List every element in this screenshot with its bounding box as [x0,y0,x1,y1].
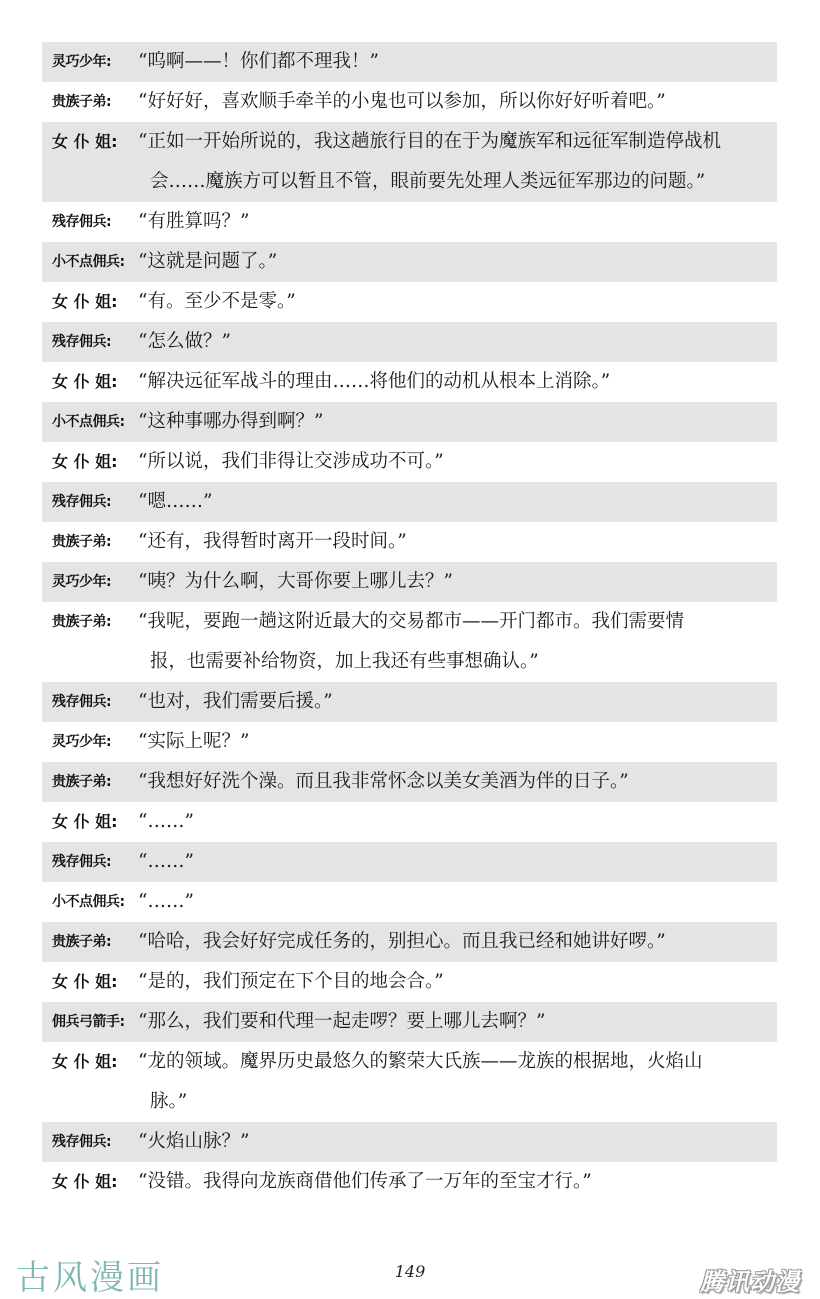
dialogue-line: “有胜算吗？” [138,211,250,232]
speaker-name: 残存佣兵: [52,214,112,230]
dialogue-line: “……” [138,811,194,832]
dialogue-row [42,1162,777,1202]
dialogue-line: 报，也需要补给物资，加上我还有些事想确认。” [150,651,539,672]
dialogue-line: “正如一开始所说的，我这趟旅行目的在于为魔族军和远征军制造停战机 [138,131,721,152]
dialogue-row [42,1002,777,1042]
speaker-name: 贵族子弟: [52,934,112,950]
speaker-name: 灵巧少年: [52,54,112,70]
dialogue-text [138,482,777,522]
dialogue-text [138,882,777,922]
dialogue-line: “这就是问题了。” [138,251,278,272]
dialogue-line: “嗯……” [138,491,213,512]
speaker-name: 贵族子弟: [52,534,112,550]
dialogue-line: “……” [138,891,194,912]
dialogue-line: “所以说，我们非得让交涉成功不可。” [138,451,444,472]
dialogue-text [138,402,777,442]
dialogue-row [42,962,777,1002]
dialogue-line: “火焰山脉？” [138,1131,250,1152]
speaker-name: 灵巧少年: [52,574,112,590]
speaker-name: 小不点佣兵: [52,254,125,270]
speaker-name: 女 仆 姐: [52,1172,118,1191]
dialogue-text [138,762,777,802]
dialogue-text [138,82,777,122]
dialogue-text [138,682,777,722]
dialogue-line: “那么，我们要和代理一起走啰？要上哪儿去啊？” [138,1011,546,1032]
dialogue-text [138,1042,777,1122]
dialogue-text [138,362,777,402]
dialogue-row [42,442,777,482]
dialogue-row [42,402,777,442]
speaker-name: 残存佣兵: [52,1134,112,1150]
dialogue-row [42,82,777,122]
dialogue-row [42,322,777,362]
speaker-name: 残存佣兵: [52,694,112,710]
dialogue-row [42,842,777,882]
speaker-name: 残存佣兵: [52,494,112,510]
dialogue-text [138,922,777,962]
dialogue-line: 脉。” [150,1091,188,1112]
dialogue-row [42,202,777,242]
speaker-name: 贵族子弟: [52,94,112,110]
dialogue-line: “好好好，喜欢顺手牵羊的小鬼也可以参加，所以你好好听着吧。” [138,91,666,112]
dialogue-text [138,122,777,202]
dialogue-text [138,282,777,322]
dialogue-line: “没错。我得向龙族商借他们传承了一万年的至宝才行。” [138,1171,592,1192]
watermark-logo-right: 腾讯动漫 [700,1268,800,1296]
watermark-logo-left: 古风漫画 [16,1258,164,1298]
dialogue-row [42,522,777,562]
speaker-name: 贵族子弟: [52,614,112,630]
dialogue-line: “咦？为什么啊，大哥你要上哪儿去？” [138,571,453,592]
dialogue-line: “解决远征军战斗的理由……将他们的动机从根本上消除。” [138,371,611,392]
dialogue-text [138,1162,777,1202]
dialogue-line: “也对，我们需要后援。” [138,691,333,712]
dialogue-row [42,722,777,762]
dialogue-text [138,562,777,602]
dialogue-line: “我呢，要跑一趟这附近最大的交易都市——开门都市。我们需要情 [138,611,684,632]
dialogue-line: “怎么做？” [138,331,231,352]
speaker-name: 女 仆 姐: [52,452,118,471]
dialogue-text [138,522,777,562]
dialogue-text [138,842,777,882]
speaker-name: 残存佣兵: [52,334,112,350]
dialogue-line: “这种事哪办得到啊？” [138,411,324,432]
dialogue-row [42,802,777,842]
dialogue-line: “有。至少不是零。” [138,291,296,312]
dialogue-row [42,1042,777,1122]
dialogue-row [42,482,777,522]
dialogue-row [42,762,777,802]
dialogue-row [42,122,777,202]
speaker-name: 残存佣兵: [52,854,112,870]
page-number: 149 [394,1262,426,1281]
dialogue-row [42,882,777,922]
speaker-name: 女 仆 姐: [52,1052,118,1071]
dialogue-row [42,282,777,322]
dialogue-text [138,602,777,682]
speaker-name: 小不点佣兵: [52,414,125,430]
speaker-name: 女 仆 姐: [52,292,118,311]
dialogue-line: “实际上呢？” [138,731,250,752]
dialogue-text [138,962,777,1002]
dialogue-row [42,922,777,962]
dialogue-row [42,242,777,282]
dialogue-row [42,562,777,602]
dialogue-row [42,362,777,402]
speaker-name: 小不点佣兵: [52,894,125,910]
dialogue-text [138,202,777,242]
dialogue-line: “我想好好洗个澡。而且我非常怀念以美女美酒为伴的日子。” [138,771,629,792]
dialogue-row [42,602,777,682]
dialogue-line: “呜啊——！你们都不理我！” [138,51,379,72]
dialogue-list [42,42,777,1202]
dialogue-text [138,42,777,82]
speaker-name: 女 仆 姐: [52,972,118,991]
dialogue-line: “是的，我们预定在下个目的地会合。” [138,971,444,992]
speaker-name: 佣兵弓箭手: [52,1014,125,1030]
dialogue-line: “还有，我得暂时离开一段时间。” [138,531,407,552]
dialogue-row [42,42,777,82]
dialogue-text [138,1122,777,1162]
dialogue-text [138,722,777,762]
dialogue-line: “……” [138,851,194,872]
dialogue-text [138,242,777,282]
dialogue-row [42,682,777,722]
dialogue-line: “哈哈，我会好好完成任务的，别担心。而且我已经和她讲好啰。” [138,931,666,952]
speaker-name: 贵族子弟: [52,774,112,790]
speaker-name: 女 仆 姐: [52,372,118,391]
speaker-name: 灵巧少年: [52,734,112,750]
dialogue-text [138,442,777,482]
dialogue-line: 会……魔族方可以暂且不管，眼前要先处理人类远征军那边的问题。” [150,171,706,192]
dialogue-line: “龙的领域。魔界历史最悠久的繁荣大氏族——龙族的根据地，火焰山 [138,1051,703,1072]
speaker-name: 女 仆 姐: [52,812,118,831]
dialogue-row [42,1122,777,1162]
speaker-name: 女 仆 姐: [52,132,118,151]
dialogue-text [138,322,777,362]
dialogue-text [138,802,777,842]
dialogue-text [138,1002,777,1042]
